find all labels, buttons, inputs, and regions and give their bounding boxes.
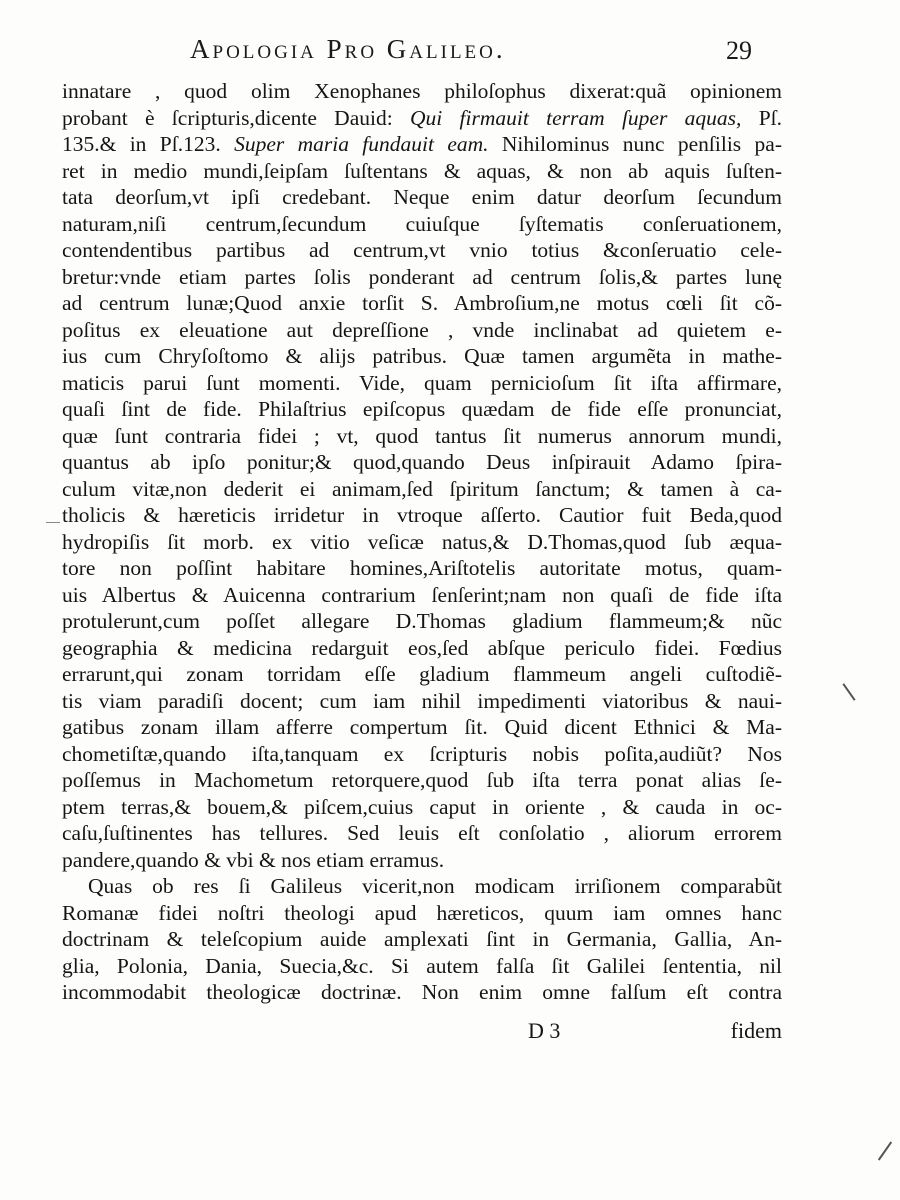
text-line (62, 396, 782, 423)
line-text: chometiſtæ,quando iſta,tanquam ex ſcripturis nobis poſita,audiũt? Nos (62, 741, 782, 766)
body-text (62, 78, 782, 1006)
catchword: fidem (730, 1018, 782, 1043)
line-text: glia, Polonia, Dania, Suecia,&c. Si autem falſa ſit Galilei ſententia, nil (62, 953, 782, 978)
line-text: quaſi ſint de fide. Philaſtrius epiſcopus quædam de fide eſſe pronunciat, (62, 397, 782, 421)
line-text: quantus ab ipſo ponitur;& quod,quando Deus inſpirauit Adamo ſpira- (62, 450, 782, 474)
line-text: culum vitæ,non dederit ei animam,ſed ſpiritum ſanctum; & tamen à ca- (62, 476, 782, 501)
line-text: ptem terras,& bouem,& piſcem,cuius caput in oriente , & cauda in oc- (62, 794, 782, 819)
text-line (62, 211, 782, 238)
text-line (62, 184, 782, 211)
text-line (62, 449, 782, 476)
text-line (62, 873, 782, 900)
line-text: contendentibus partibus ad centrum,vt vnio totius &conſeruatio cele- (62, 238, 782, 262)
line-text-after: Pſ. (741, 105, 782, 130)
line-text: innatare , quod olim Xenophanes philoſophus dixerat:quã opinionem (62, 79, 782, 103)
line-text: Quas ob res ſi Galileus vicerit,non modicam irriſionem comparabũt (88, 874, 782, 898)
line-text: probant è ſcripturis,dicente Dauid: (62, 105, 410, 130)
line-text: ret in medio mundi,ſeipſam ſuſtentans & aquas, & non ab aquis ſuſten- (62, 158, 782, 183)
text-line (62, 635, 782, 662)
line-text: tore non poſſint habitare homines,Ariſtotelis autoritate motus, quam- (62, 556, 782, 580)
line-text: uis Albertus & Auicenna contrarium ſenſerint;nam non quaſi de fide iſta (62, 582, 782, 607)
text-line (62, 264, 782, 291)
line-text: gatibus zonam illam afferre compertum ſit. Quid dicent Ethnici & Ma- (62, 715, 782, 739)
line-text: poſſemus in Machometum retorquere,quod ſub iſta terra ponat alias ſe- (62, 768, 782, 792)
text-line (62, 317, 782, 344)
line-text: hydropiſis ſit morb. ex vitio veſicæ natus,& D.Thomas,quod ſub æqua- (62, 529, 782, 554)
text-line (62, 582, 782, 609)
text-line (62, 78, 782, 105)
line-text: pandere,quando & vbi & nos etiam erramus. (62, 847, 445, 872)
text-line (62, 423, 782, 450)
text-line (62, 926, 782, 953)
text-line (62, 741, 782, 768)
text-line (62, 900, 782, 927)
running-head: Apologia Pro Galileo. (190, 34, 506, 64)
text-line (62, 794, 782, 821)
line-text: errarunt,qui zonam torridam eſſe gladium flammeum angeli cuſtodiẽ- (62, 662, 782, 686)
line-text: Romanæ fidei noſtri theologi apud hæreticos, quum iam omnes hanc (62, 900, 782, 925)
scan-mark (842, 683, 855, 701)
line-text: tis viam paradiſi docent; cum iam nihil impedimenti viatoribus & naui- (62, 688, 782, 713)
line-text: tholicis & hæreticis irridetur in vtroque aſſerto. Cautior fuit Beda,quod (62, 503, 782, 527)
text-line (62, 370, 782, 397)
text-line (62, 290, 782, 317)
signature-mark: D 3 (528, 1018, 561, 1043)
line-text: protulerunt,cum poſſet allegare D.Thomas gladium flammeum;& nũc (62, 609, 782, 633)
text-line (62, 529, 782, 556)
text-line (62, 502, 782, 529)
line-text: caſu,ſuſtinentes has tellures. Sed leuis eſt conſolatio , aliorum errorem (62, 821, 782, 845)
text-line (62, 105, 782, 132)
text-line (62, 555, 782, 582)
text-line (62, 158, 782, 185)
text-line (62, 688, 782, 715)
text-line (62, 979, 782, 1006)
line-text-after: Nihilominus nunc penſilis pa- (488, 132, 782, 156)
line-text: tata deorſum,vt ipſi credebant. Neque enim datur deorſum ſecundum (62, 185, 782, 209)
line-italic-quote: Super maria fundauit eam. (234, 132, 489, 156)
line-text: maticis parui ſunt momenti. Vide, quam pernicioſum ſit iſta affirmare, (62, 370, 782, 395)
line-text: quæ ſunt contraria fidei ; vt, quod tantus ſit numerus annorum mundi, (62, 423, 782, 448)
line-text: poſitus ex eleuatione aut depreſſione , vnde inclinabat ad quietem e- (62, 317, 782, 342)
text-line (62, 661, 782, 688)
text-line (62, 608, 782, 635)
page-footer (62, 1018, 782, 1048)
line-text: incommodabit theologicæ doctrinæ. Non enim omne falſum eſt contra (62, 980, 782, 1004)
text-line (62, 476, 782, 503)
text-line (62, 131, 782, 158)
line-text: ius cum Chryſoſtomo & alijs patribus. Quæ tamen argumẽta in mathe- (62, 344, 782, 368)
text-line (62, 847, 782, 874)
page-number: 29 (726, 36, 752, 65)
line-text: bretur:vnde etiam partes ſolis ponderant ad centrum ſolis,& partes lunę (62, 264, 782, 289)
line-text: geographia & medicina redarguit eos,ſed abſque periculo fidei. Fœdius (62, 635, 782, 660)
line-italic-quote: Qui firmauit terram ſuper aquas, (410, 105, 742, 130)
text-line (62, 343, 782, 370)
text-line (62, 237, 782, 264)
line-text: 135.& in Pſ.123. (62, 132, 235, 156)
line-text: ad centrum lunæ;Quod anxie torſit S. Ambroſium,ne motus cœli ſit cõ- (62, 291, 782, 315)
scan-mark (46, 522, 60, 523)
text-line (62, 714, 782, 741)
line-text: doctrinam & teleſcopium auide amplexati ſint in Germania, Gallia, An- (62, 927, 782, 951)
text-line (62, 953, 782, 980)
text-line (62, 767, 782, 794)
text-line (62, 820, 782, 847)
scan-mark (878, 1141, 892, 1160)
line-text: naturam,niſi centrum,ſecundum cuiuſque ſyſtematis conſeruationem, (62, 211, 782, 236)
